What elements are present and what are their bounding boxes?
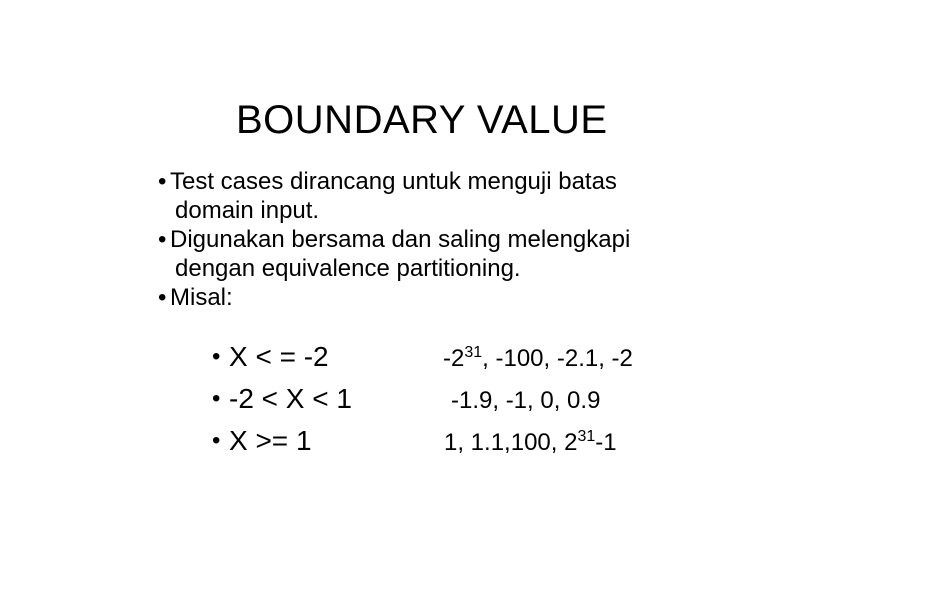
values-exponent: 31 [464, 344, 483, 361]
values-pre: -1.9, -1, 0, 0.9 [451, 387, 601, 414]
sub-bullet-marker: • [212, 385, 221, 412]
example-values [443, 338, 633, 380]
example-condition: X >= 1 [229, 425, 312, 456]
example-condition: -2 < X < 1 [229, 383, 352, 414]
example-condition: X < = -2 [229, 341, 329, 372]
bullet-text-line1: Misal: [170, 284, 233, 311]
values-post: , -100, -2.1, -2 [482, 345, 633, 372]
bullet-list [158, 167, 630, 312]
bullet-item [158, 225, 630, 283]
example-values [444, 422, 617, 464]
bullet-text-line2: domain input. [175, 197, 320, 224]
values-exponent: 31 [577, 428, 596, 445]
values-post: -1 [595, 429, 617, 456]
slide-title: BOUNDARY VALUE [236, 98, 608, 142]
bullet-marker: • [158, 168, 167, 195]
values-pre: -2 [443, 345, 465, 372]
bullet-text-line1: Test cases dirancang untuk menguji batas [170, 168, 617, 195]
bullet-text-line1: Digunakan bersama dan saling melengkapi [170, 226, 631, 253]
sub-bullet-marker: • [212, 343, 221, 370]
sub-bullet-marker: • [212, 427, 221, 454]
bullet-item [158, 283, 630, 312]
bullet-marker: • [158, 284, 167, 311]
example-values [451, 380, 600, 422]
bullet-text-line2: dengan equivalence partitioning. [175, 255, 521, 282]
values-pre: 1, 1.1,100, 2 [444, 429, 578, 456]
bullet-marker: • [158, 226, 167, 253]
bullet-item [158, 167, 630, 225]
